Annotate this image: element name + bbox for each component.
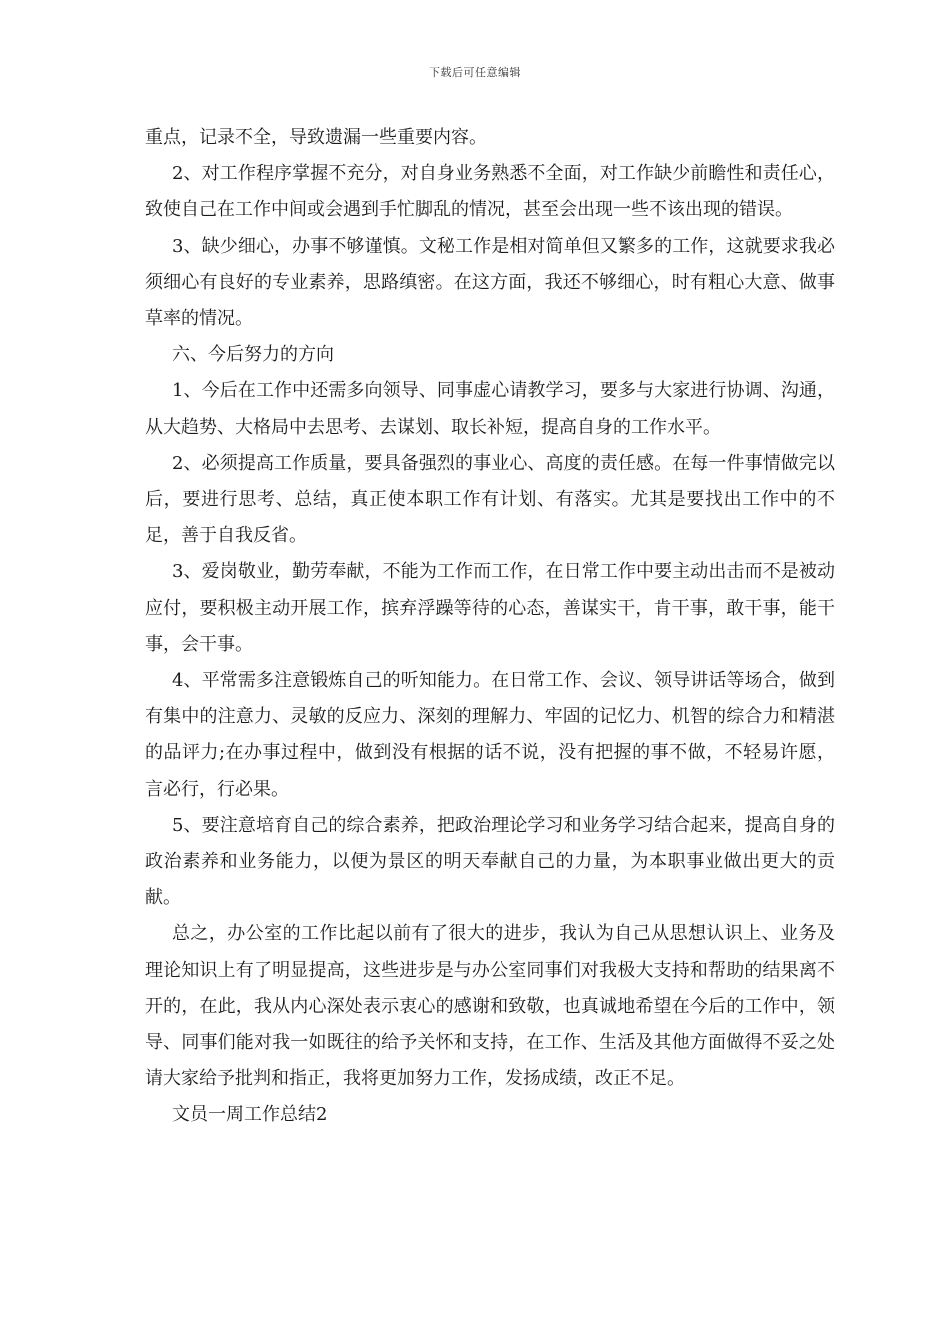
text-line: 业务及理论知识上有了明显提高，这些进步是与办公室同事们对我极大支持和 — [145, 923, 835, 981]
text-line: 出现的错误。 — [685, 199, 793, 221]
text-line: 3、缺少细心，办事不够谨慎。文秘工作是相对简单但又繁多的工作，这就 — [172, 235, 763, 257]
text-line: 2、必须提高工作质量，要具备强烈的事业心、高度的责任感。在每一件事 — [172, 452, 763, 474]
text-line: 1、今后在工作中还需多向领导、同事虚心请教学习，要多与大家进行协调、 — [172, 380, 781, 402]
paragraph-direction-3 — [145, 554, 835, 663]
text-line: 文员一周工作总结2 — [172, 1104, 328, 1126]
text-line: 合，做到有集中的注意力、灵敏的反应力、深刻的理解力、牢固的记忆力、机 — [145, 670, 835, 728]
text-line: 业做出更大的贡献。 — [145, 851, 835, 909]
next-article-title — [145, 1097, 835, 1133]
paragraph-direction-1 — [145, 373, 835, 445]
text-line: 发扬成绩，改正不足。 — [505, 1068, 685, 1090]
text-line: 的事不做，不轻易许愿，言必行，行必果。 — [145, 742, 836, 800]
text-line: 六、今后努力的方向 — [172, 344, 334, 366]
text-line: 情做完以后，要进行思考、总结，真正使本职工作有计划、有落实。尤其是要 — [145, 452, 835, 511]
text-line: 不是被动应付，要积极主动开展工作，摈弃浮躁等待的心态，善谋实干，肯干 — [145, 561, 835, 619]
text-line: 事，敢干事，能干事，会干事。 — [145, 597, 836, 655]
text-line: 沟通，从大趋势、大格局中去思考、去谋划、取长补短，提高自身的工作水平。 — [145, 380, 836, 438]
text-line: 帮助的结果离不开的，在此，我从内心深处表示衷心的感谢和致敬，也真诚地 — [145, 959, 836, 1017]
section-heading-six — [145, 337, 835, 373]
paragraph-item-2 — [145, 156, 835, 228]
paragraph-direction-2 — [145, 446, 835, 555]
document-body — [145, 120, 835, 1134]
text-line: 4、平常需多注意锻炼自己的听知能力。在日常工作、会议、领导讲话等场 — [172, 670, 763, 692]
text-line: 有粗心大意、做事草率的情况。 — [145, 271, 836, 330]
text-line: 作、生活及其他方面做得不妥之处请大家给予批判和指正，我将更加努力工作， — [145, 1032, 836, 1090]
paragraph-direction-5 — [145, 808, 835, 917]
paragraph-item-3 — [145, 229, 835, 338]
text-line: 责任心，致使自己在工作中间或会遇到手忙脚乱的情况，甚至会出现一些不该 — [145, 163, 835, 221]
text-line: 重点，记录不全，导致遗漏一些重要内容。 — [145, 127, 487, 148]
text-line: 5、要注意培育自己的综合素养，把政治理论学习和业务学习结合起来，提 — [172, 814, 763, 836]
text-line: 希望在今后的工作中，领导、同事们能对我一如既往的给予关怀和支持，在工 — [145, 995, 836, 1054]
text-line: 高自身的政治素养和业务能力，以便为景区的明天奉献自己的力量，为本职事 — [145, 814, 835, 873]
text-line: 总之，办公室的工作比起以前有了很大的进步，我认为自己从思想认识上、 — [172, 923, 781, 945]
text-line: 要求我必须细心有良好的专业素养，思路缜密。在这方面，我还不够细心，时 — [145, 235, 835, 293]
page-header: 下载后可任意编辑 — [429, 66, 521, 79]
paragraph-summary — [145, 916, 835, 1097]
paragraph-continuation — [145, 120, 835, 156]
text-line: 2、对工作程序掌握不充分，对自身业务熟悉不全面，对工作缺少前瞻性和 — [172, 163, 763, 185]
text-line: 3、爱岗敬业，勤劳奉献，不能为工作而工作，在日常工作中要主动出击而 — [172, 561, 763, 583]
text-line: 找出工作中的不足，善于自我反省。 — [145, 489, 835, 547]
text-line: 智的综合力和精湛的品评力;在办事过程中，做到没有根据的话不说，没有把握 — [145, 706, 836, 764]
paragraph-direction-4 — [145, 663, 835, 808]
